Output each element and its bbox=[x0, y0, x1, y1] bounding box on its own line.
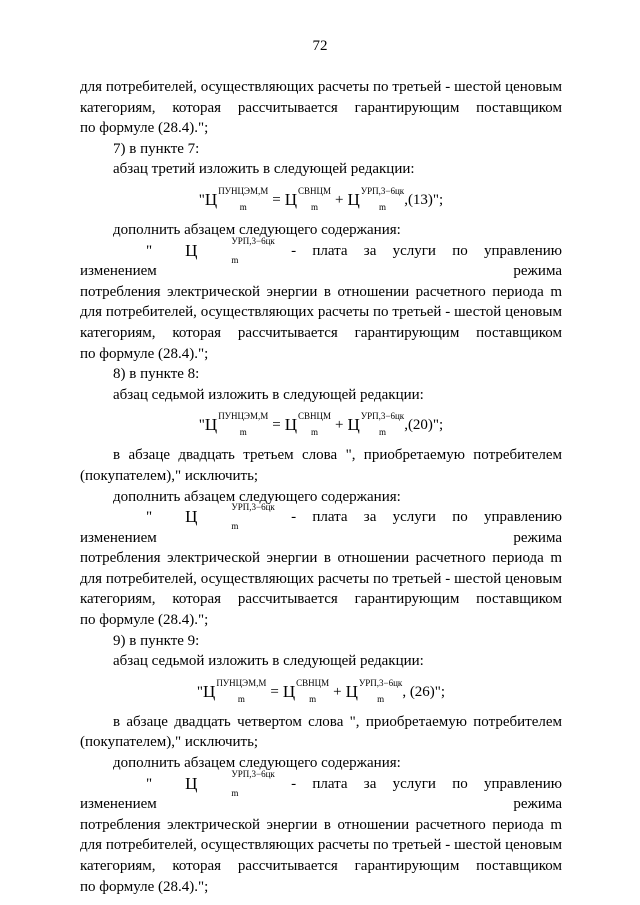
formula-13: " Ц ПУНЦЭМ,М m = Ц СВНЦМ m + Ц УРП,3−6цк m ,(13)"; bbox=[198, 185, 444, 212]
text-line: категориям, которая рассчитывается гарантирующим поставщиком bbox=[80, 858, 562, 874]
page-number: 72 bbox=[312, 38, 328, 54]
text-line: потребления электрической энергии в отношении расчетного периода m bbox=[80, 816, 562, 833]
text-line: дополнить абзацем следующего содержания: bbox=[113, 755, 401, 772]
text-line: (покупателем)," исключить; bbox=[80, 734, 259, 751]
clause-heading: 7) в пункте 7: bbox=[113, 140, 200, 157]
document-body bbox=[80, 77, 562, 897]
text-line: по формуле (28.4)."; bbox=[80, 345, 209, 362]
text-line: для потребителей, осуществляющих расчеты по третьей - шестой ценовым bbox=[80, 79, 562, 95]
text-line: абзац третий изложить в следующей редакции: bbox=[113, 161, 415, 178]
text-line: для потребителей, осуществляющих расчеты по третьей - шестой ценовым bbox=[80, 304, 562, 321]
text-line: (покупателем)," исключить; bbox=[80, 467, 259, 484]
text-line: категориям, которая рассчитывается гарантирующим поставщиком bbox=[80, 591, 562, 608]
definition-line: " Ц УРП,3−6цк m - плата за услуги по управлению изменением режима bbox=[80, 502, 562, 546]
text-line: дополнить абзацем следующего содержания: bbox=[113, 488, 401, 505]
text-line: категориям, которая рассчитывается гарантирующим поставщиком bbox=[80, 324, 562, 341]
text-line: по формуле (28.4)."; bbox=[80, 120, 209, 137]
text-line: категориям, которая рассчитывается гарантирующим поставщиком bbox=[80, 99, 562, 116]
definition-line: " Ц УРП,3−6цк m - плата за услуги по управлению изменением режима bbox=[80, 235, 562, 280]
formula-20: " Ц ПУНЦЭМ,М m = Ц СВНЦМ m + Ц УРП,3−6цк m ,(20)"; bbox=[198, 411, 444, 438]
formula-26: " Ц ПУНЦЭМ,М m = Ц СВНЦМ m + Ц УРП,3−6цк m , (26)"; bbox=[196, 677, 446, 704]
text-line: в абзаце двадцать четвертом слова ", приобретаемую потребителем bbox=[113, 713, 562, 730]
text-line: дополнить абзацем следующего содержания: bbox=[113, 221, 401, 238]
text-line: абзац седьмой изложить в следующей редакции: bbox=[113, 386, 424, 403]
text-line: потребления электрической энергии в отношении расчетного периода m bbox=[80, 283, 562, 300]
text-line: потребления электрической энергии в отношении расчетного периода m bbox=[80, 550, 562, 567]
definition-line: " Ц УРП,3−6цк m - плата за услуги по управлению изменением режима bbox=[80, 768, 562, 813]
text-line: по формуле (28.4)."; bbox=[80, 612, 209, 629]
text-line: в абзаце двадцать третьем слова ", приобретаемую потребителем bbox=[113, 447, 562, 464]
text-line: абзац седьмой изложить в следующей редакции: bbox=[113, 653, 424, 670]
text-line: по формуле (28.4)."; bbox=[80, 878, 209, 895]
clause-heading: 9) в пункте 9: bbox=[113, 632, 200, 649]
text-line: для потребителей, осуществляющих расчеты по третьей - шестой ценовым bbox=[80, 570, 562, 587]
clause-heading: 8) в пункте 8: bbox=[113, 366, 200, 383]
text-line: для потребителей, осуществляющих расчеты по третьей - шестой ценовым bbox=[80, 837, 562, 854]
